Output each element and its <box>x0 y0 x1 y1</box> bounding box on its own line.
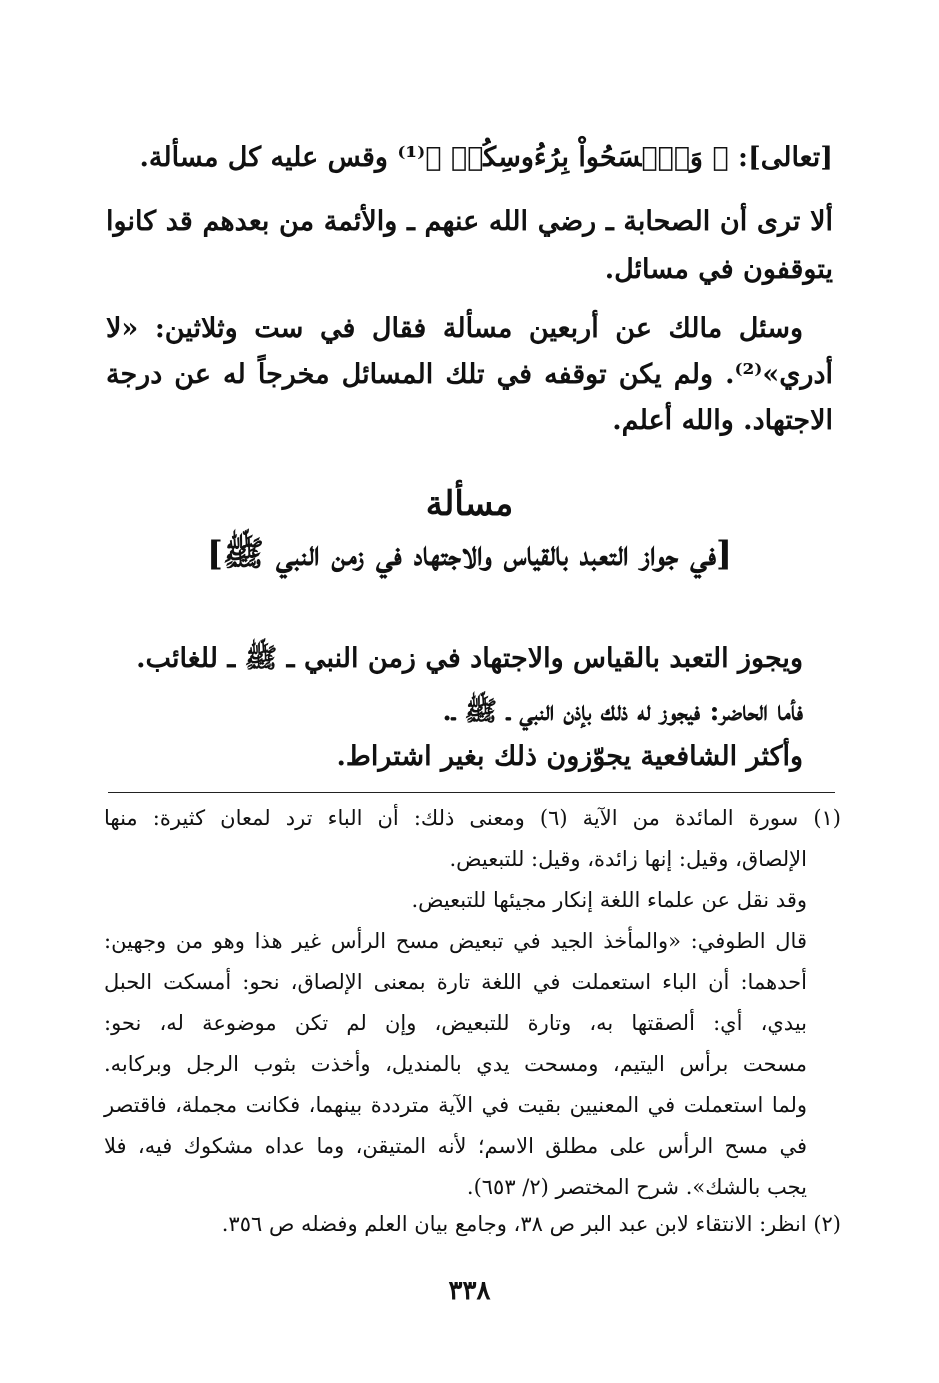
body-line: الاجتهاد. والله أعلم. <box>612 405 833 436</box>
footnote-line: بيدي، أي: ألصقتها به، وتارة للتبعيض، وإن لم تكن موضوعة له، نحو: <box>104 1011 807 1035</box>
footnote-line: في مسح الرأس على مطلق الاسم؛ لأنه المتيقن، وما عداه مشكوك فيه، فلا <box>104 1134 807 1158</box>
body-line: يتوقفون في مسائل. <box>604 254 833 285</box>
footnote-line: (٢) انظر: الانتقاء لابن عبد البر ص ٣٨، وجامع بيان العلم وفضله ص ٣٥٦. <box>221 1212 841 1236</box>
footnote-line: ولما استعملت في المعنيين بقيت في الآية مترددة بينهما، فكانت مجملة، فاقتصر <box>104 1093 807 1117</box>
section-title: مسألة <box>425 484 514 524</box>
section-line: فأما الحاضر: فيجوز له ذلك بإذن النبي ـ ﷺ ـ. <box>442 696 803 727</box>
footnote-line: قال الطوفي: «والمأخذ الجيد في تبعيض مسح الرأس غير هذا وهو من وجهين: <box>104 929 807 953</box>
footnote-line: الإلصاق، وقيل: إنها زائدة، وقيل: للتبعيض. <box>449 847 807 871</box>
section-subtitle: [في جواز التعبد بالقياس والاجتهاد في زمن النبي ﷺ] <box>206 534 733 574</box>
footnote-line: يجب بالشك». شرح المختصر (٢/ ٦٥٣). <box>466 1175 807 1199</box>
body-line: ألا ترى أن الصحابة ـ رضي الله عنهم ـ والأئمة من بعدهم قد كانوا <box>106 206 833 237</box>
body-line: أدري»⁽²⁾. ولم يكن توقفه في تلك المسائل مخرجاً له عن درجة <box>106 359 833 390</box>
footnote-line: مسحت برأس اليتيم، ومسحت يدي بالمنديل، وأخذت بثوب الرجل وبركابه. <box>104 1052 807 1076</box>
page-number: ٣٣٨ <box>448 1276 491 1306</box>
footnote-line: (١) سورة المائدة من الآية (٦) ومعنى ذلك: أن الباء ترد لمعان كثيرة: منها <box>104 806 841 830</box>
section-line: ويجوز التعبد بالقياس والاجتهاد في زمن النبي ـ ﷺ ـ للغائب. <box>136 643 803 674</box>
footnote-line: وقد نقل عن علماء اللغة إنكار مجيئها للتبعيض. <box>411 888 807 912</box>
body-line: [تعالى]: ﴿ وَٱمۡسَحُواْ بِرُءُوسِكُمۡ ﴾⁽¹⁾ وقس عليه كل مسألة. <box>139 142 833 173</box>
footnote-separator <box>108 792 835 793</box>
section-line: وأكثر الشافعية يجوّزون ذلك بغير اشتراط. <box>336 741 803 772</box>
body-line: وسئل مالك عن أربعين مسألة فقال في ست وثلاثين: «لا <box>106 313 803 344</box>
footnote-line: أحدهما: أن الباء استعملت في اللغة تارة بمعنى الإلصاق، نحو: أمسكت الحبل <box>104 970 807 994</box>
